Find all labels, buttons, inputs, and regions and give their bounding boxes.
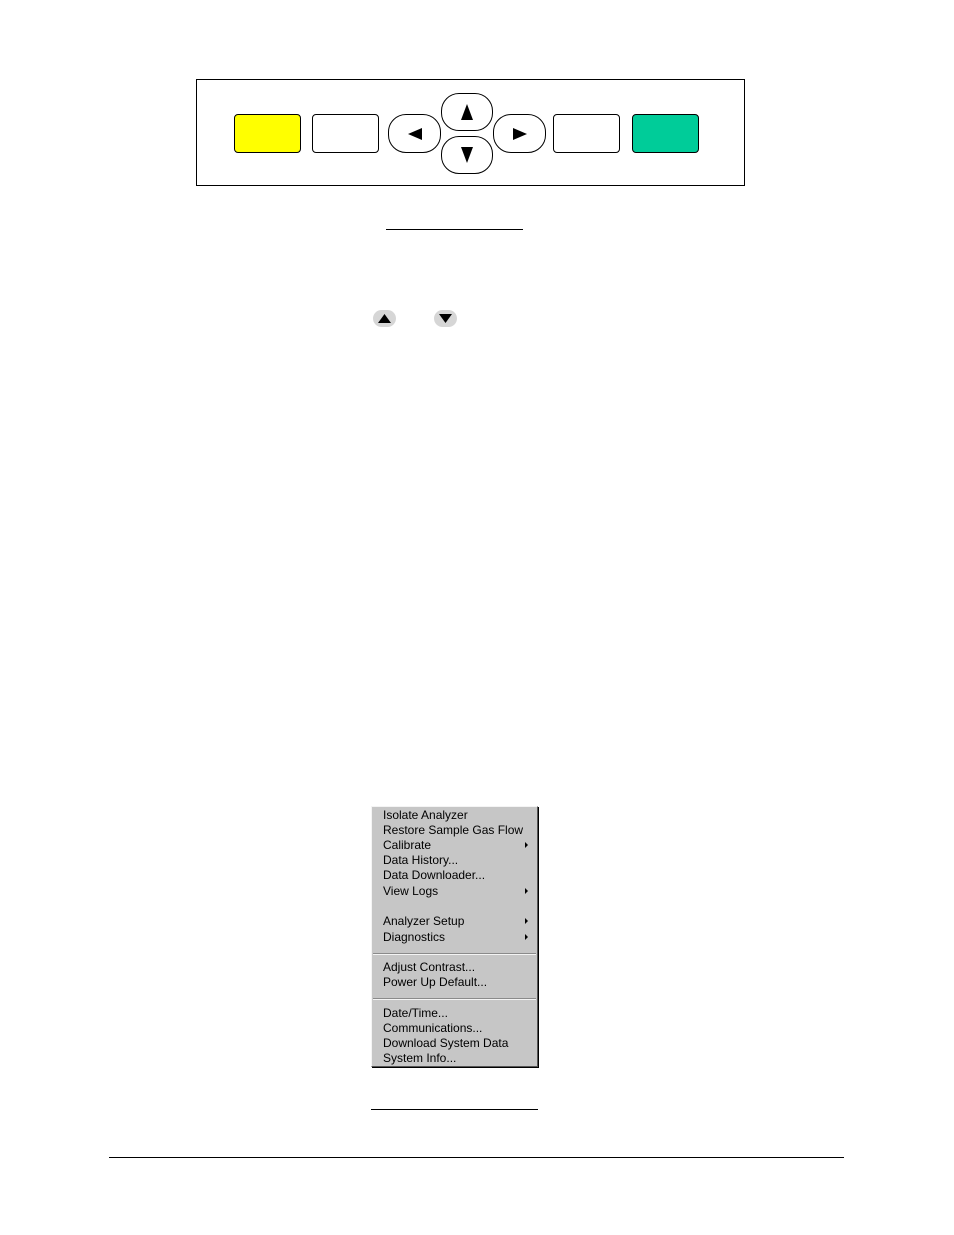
menu-item-label: Data Downloader... xyxy=(383,868,486,882)
menu-item-label: Restore Sample Gas Flow xyxy=(383,823,524,837)
menu-item-date-time[interactable] xyxy=(383,1006,531,1021)
submenu-arrow-icon xyxy=(525,934,528,940)
menu-item-label: Data History... xyxy=(383,853,459,867)
menu-item-label: Adjust Contrast... xyxy=(383,960,476,974)
triangle-up-icon xyxy=(460,103,474,121)
menu-separator xyxy=(373,998,536,1000)
keypad-panel xyxy=(196,79,745,186)
menu-item-label: View Logs xyxy=(383,884,439,898)
menu-item-label: System Info... xyxy=(383,1051,457,1065)
submenu-arrow-icon xyxy=(525,888,528,894)
arrow-down-icon xyxy=(434,310,457,327)
menu-item-data-history[interactable] xyxy=(383,853,531,868)
figure-caption-rule xyxy=(386,229,523,230)
softkey-right-green[interactable] xyxy=(632,114,699,153)
triangle-right-icon xyxy=(512,127,528,141)
menu-item-adjust-contrast[interactable] xyxy=(383,960,531,975)
menu-item-data-downloader[interactable] xyxy=(383,868,531,883)
menu-item-analyzer-setup[interactable] xyxy=(383,914,531,929)
footer-rule xyxy=(109,1157,844,1158)
softkey-left-yellow[interactable] xyxy=(234,114,301,153)
menu-item-label: Calibrate xyxy=(383,838,432,852)
menu-item-view-logs[interactable] xyxy=(383,884,531,899)
menu-item-power-up-default[interactable] xyxy=(383,975,531,990)
softkey-right-blank[interactable] xyxy=(553,114,620,153)
menu-item-restore-sample-gas-flow[interactable] xyxy=(383,823,531,838)
menu-item-download-system-data[interactable] xyxy=(383,1036,531,1051)
menu-item-label: Isolate Analyzer xyxy=(383,808,468,822)
figure-caption-rule xyxy=(371,1109,538,1110)
menu-item-label: Date/Time... xyxy=(383,1006,448,1020)
menu-item-label: Power Up Default... xyxy=(383,975,488,989)
submenu-arrow-icon xyxy=(525,918,528,924)
triangle-down-icon xyxy=(460,146,474,164)
menu-item-label: Analyzer Setup xyxy=(383,914,465,928)
menu-item-isolate-analyzer[interactable] xyxy=(383,808,531,823)
menu-item-label: Diagnostics xyxy=(383,930,446,944)
menu-item-label: Download System Data xyxy=(383,1036,509,1050)
menu-separator xyxy=(373,953,536,955)
menu-item-diagnostics[interactable] xyxy=(383,930,531,945)
menu-item-communications[interactable] xyxy=(383,1021,531,1036)
arrow-up-icon xyxy=(373,310,396,327)
menu-item-calibrate[interactable] xyxy=(383,838,531,853)
triangle-left-icon xyxy=(407,127,423,141)
submenu-arrow-icon xyxy=(525,842,528,848)
menu-item-system-info[interactable] xyxy=(383,1051,531,1066)
menu-item-label: Communications... xyxy=(383,1021,483,1035)
arrow-down-key[interactable] xyxy=(441,136,493,174)
softkey-left-blank[interactable] xyxy=(312,114,379,153)
arrow-up-key[interactable] xyxy=(441,93,493,131)
arrow-left-key[interactable] xyxy=(388,114,441,153)
arrow-right-key[interactable] xyxy=(493,114,546,153)
context-menu xyxy=(371,806,538,1067)
